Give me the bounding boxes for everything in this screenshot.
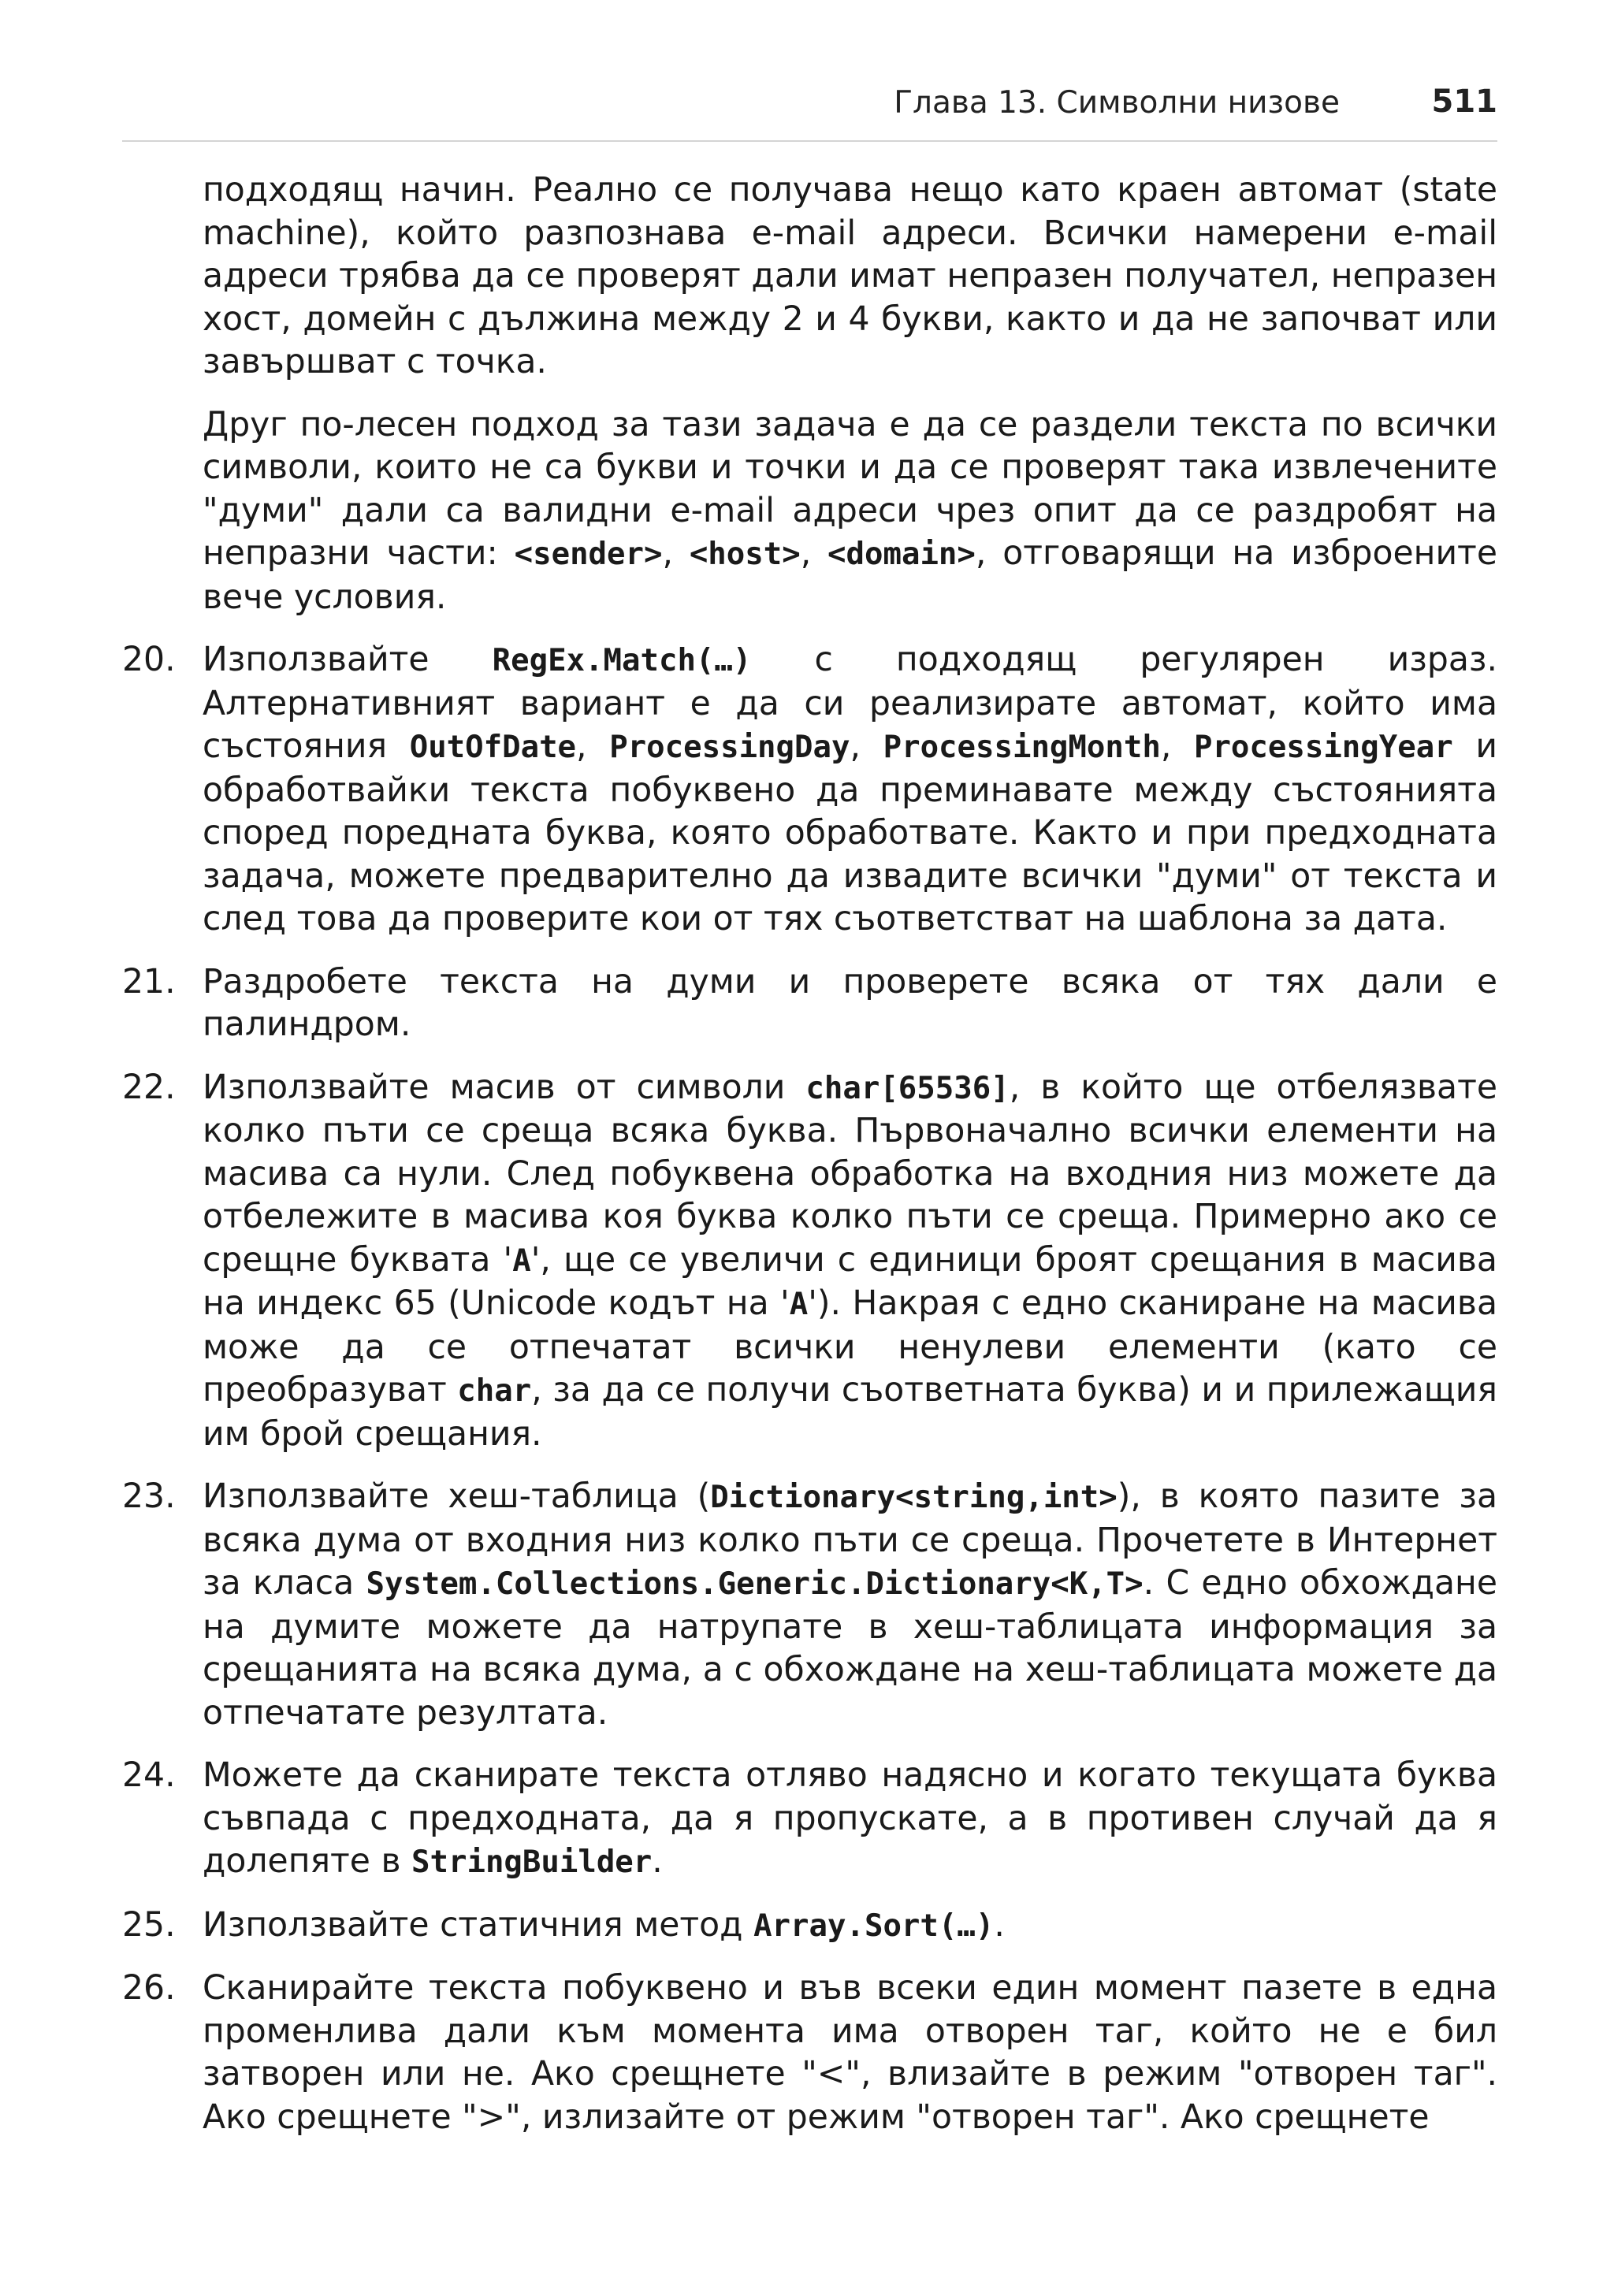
text-run: Използвайте масив от символи xyxy=(203,1068,806,1107)
text-run: , xyxy=(576,727,610,766)
code-dictionary: Dictionary<string,int> xyxy=(710,1480,1118,1515)
code-processing-month: ProcessingMonth xyxy=(883,730,1161,765)
text-run: Използвайте хеш-таблица ( xyxy=(203,1477,711,1516)
code-char-array: char[65536] xyxy=(805,1070,1010,1106)
list-item-20 xyxy=(122,639,1497,942)
text-run: , отговарящи на изброените вече условия. xyxy=(203,534,1497,617)
code-host: <host> xyxy=(689,537,801,572)
code-processing-day: ProcessingDay xyxy=(609,730,850,765)
page-body xyxy=(122,169,1497,2159)
item-number: 25. xyxy=(122,1905,176,1945)
text-run: Сканирайте текста побуквено и във всеки един момент пазете в една променлива дали към момента има отворен таг, който не е бил затворен или не. Ако срещнете "<", влизайте в режим "отворен таг". Ако срещнете ">", излизайте от режим "отворен таг". Ако срещнете xyxy=(203,1969,1497,2137)
code-stringbuilder: StringBuilder xyxy=(411,1845,653,1880)
text-run: Използвайте статичния метод xyxy=(203,1905,754,1945)
text-run: , в който ще отбелязвате колко пъти се среща всяка буква. Първоначално всички елементи на масива са нули. След побуквена обработка на входния низ можете да отбележите в масива коя буква колко пъти се среща. Примерно ако се срещне буквата ' xyxy=(203,1068,1497,1280)
list-item-25 xyxy=(122,1904,1497,1949)
list-item-23 xyxy=(122,1476,1497,1735)
page-number: 511 xyxy=(1431,84,1497,120)
text-run: Друг по-лесен подход за тази задача е да се раздели текста по всички символи, които не са букви и точки и да се проверят така извлечените "думи" дали са валидни e-mail адреси чрез опит да се раздробят на непразни части: xyxy=(203,405,1497,573)
text-run: '). Накрая с едно сканиране на масива може да се отпечатат всички ненулеви елементи (като се преобразуват xyxy=(203,1284,1497,1410)
item-number: 20. xyxy=(122,641,176,679)
code-processing-year: ProcessingYear xyxy=(1193,730,1453,765)
list-item-22 xyxy=(122,1067,1497,1457)
code-out-of-date: OutOfDate xyxy=(409,730,577,765)
item-number: 21. xyxy=(122,962,176,1001)
item-number: 23. xyxy=(122,1477,176,1516)
text-run: , xyxy=(800,534,828,573)
code-generic-dictionary: System.Collections.Generic.Dictionary<K,T> xyxy=(366,1566,1144,1602)
item-number: 26. xyxy=(122,1969,176,2008)
code-regex-match: RegEx.Match(…) xyxy=(492,643,752,678)
item-number: 24. xyxy=(122,1756,176,1795)
text-run: ), в която пазите за всяка дума от входния низ колко пъти се среща. Прочетете в Интернет за класа xyxy=(203,1477,1497,1603)
text-run: , xyxy=(850,727,883,766)
text-run: , xyxy=(662,534,690,573)
intro-paragraph-2 xyxy=(122,404,1497,620)
code-sender: <sender> xyxy=(514,537,663,572)
list-item-21 xyxy=(122,961,1497,1047)
list-item-24 xyxy=(122,1755,1497,1885)
code-domain: <domain> xyxy=(827,537,976,572)
text-run: . С едно обхождане на думите можете да натрупате в хеш-таблицата информация за срещанията на всяка дума, а с обхождане на хеш-таблицата можете да отпечатате резултата. xyxy=(203,1564,1497,1733)
text-run: ', ще се увеличи с единици броят срещания в масива на индекс 65 (Unicode кодът на ' xyxy=(203,1240,1497,1323)
item-number: 22. xyxy=(122,1068,176,1107)
text-run: , xyxy=(1160,727,1194,766)
running-header xyxy=(122,82,1497,142)
intro-paragraph-1: подходящ начин. Реално се получава нещо като краен автомат (state machine), който разпознава e-mail адреси. Всички намерени e-mail адреси трябва да се проверят дали имат непразен получател, непразен хост, домейн с дължина между 2 и 4 букви, както и да не започват или завършват с точка. xyxy=(203,171,1497,381)
text-run: . xyxy=(652,1842,663,1881)
text-run: Раздробете текста на думи и проверете всяка от тях дали е палиндром. xyxy=(203,962,1497,1044)
code-array-sort: Array.Sort(…) xyxy=(753,1908,995,1944)
code-letter-a: A xyxy=(789,1287,809,1322)
text-run: Използвайте xyxy=(203,641,493,679)
text-run: . xyxy=(994,1905,1005,1945)
text-run: с подходящ регулярен израз. Алтернативният вариант е да си реализирате автомат, който има състояния xyxy=(203,641,1498,766)
code-letter-a: A xyxy=(512,1243,531,1279)
list-item-26 xyxy=(122,1967,1497,2139)
text-run: Можете да сканирате текста отляво надясно и когато текущата буква съвпада с предходната, да я пропускате, а в противен случай да я долепяте в xyxy=(203,1756,1497,1881)
code-char: char xyxy=(457,1373,532,1409)
text-run: , за да се получи съответната буква) и и прилежащия им брой срещания. xyxy=(203,1371,1497,1454)
text-run: и обработвайки текста побуквено да преминавате между състоянията според поредната буква, която обработвате. Както и при предходната задача, можете предварително да извадите всички "думи" от текста и след това да проверите кои от тях съответстват на шаблона за дата. xyxy=(203,727,1497,938)
chapter-title: Глава 13. Символни низове xyxy=(894,85,1340,121)
